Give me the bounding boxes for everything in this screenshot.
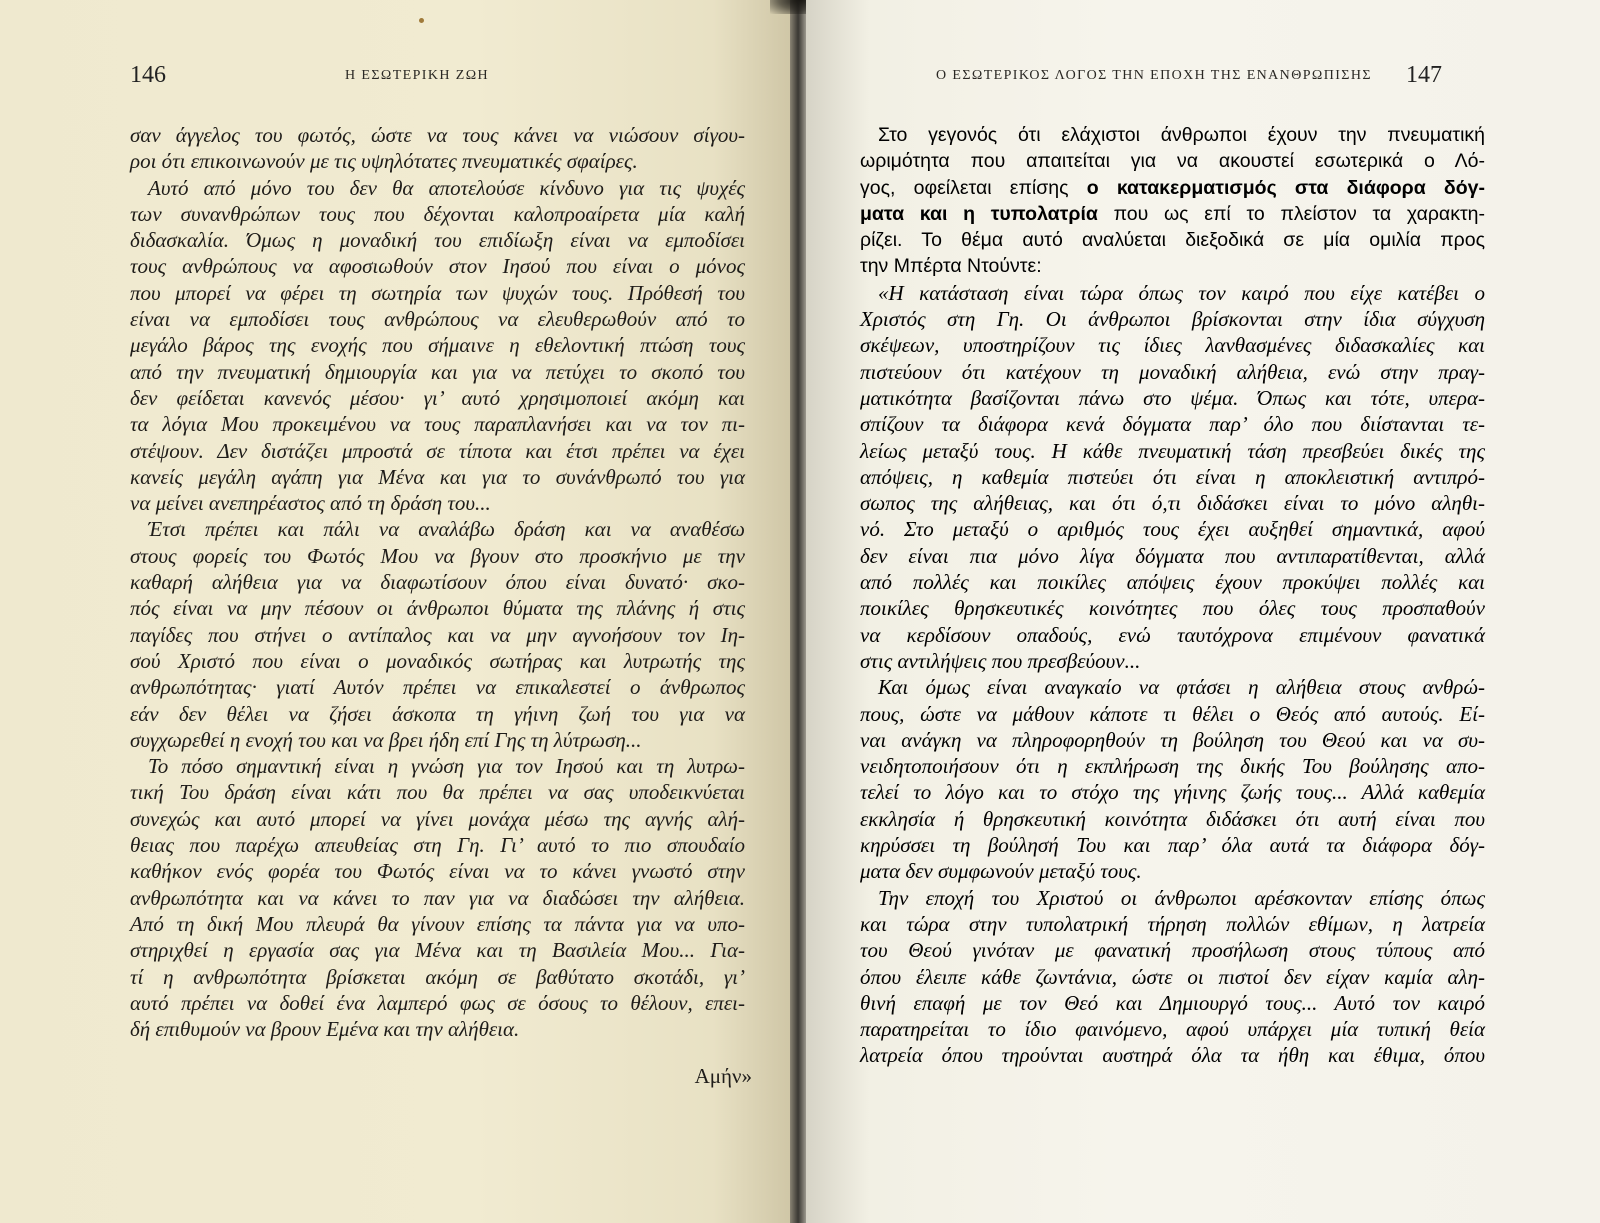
body-line: στους φορείς του Φωτός Μου να βγουν στο προσκήνιο με την — [130, 543, 745, 568]
body-line: να μείνει ανεπηρέαστος από τη δράση του... — [130, 491, 491, 516]
body-line: τους ανθρώπους να αφοσιωθούν στον Ιησού που είναι ο μόνος — [130, 254, 745, 279]
quote-line: ναι ανάγκη να πληροφορηθούν τη βούληση του Θεού και να συ- — [860, 727, 1485, 752]
body-line: εάν δεν θέλει να ζήσει άσκοπα τη γήινη ζωή του για να — [130, 701, 745, 726]
quote-line: σωπος της αλήθειας, και ότι ό,τι διδάσκει είναι το μόνο αληθι- — [860, 491, 1485, 516]
quote-line: Και όμως είναι αναγκαίο να φτάσει η αλήθεια στους ανθρώ- — [878, 675, 1485, 700]
body-line: μεγάλο βάρος της ενοχής που σήμαινε η εθελοντική πτώση τους — [130, 333, 745, 358]
bold-phrase: ματα και η τυπολατρία — [860, 202, 1098, 225]
quote-line: νό. Στο μεταξύ ο αριθμός τους έχει αυξηθεί σημαντικά, αφού — [860, 517, 1485, 542]
quote-block — [860, 280, 1485, 1069]
left-page — [0, 0, 792, 1223]
body-line: Το πόσο σημαντική είναι η γνώση για τον Ιησού και τη λυτρω- — [148, 754, 745, 779]
line-text: γος, οφείλεται επίσης — [860, 176, 1087, 199]
left-body-text — [130, 122, 745, 1042]
quote-line: σκέψεων, υποστηρίζουν τις ίδιες λανθασμένες διδασκαλίες και — [860, 333, 1485, 358]
body-line: τί η ανθρωπότητα βρίσκεται ακόμη σε βαθύτατο σκοτάδι, γι’ — [130, 964, 745, 989]
body-line: τα λόγια Μου προκειμένου να τους παραπλανήσει και να τον πι- — [130, 412, 745, 437]
quote-line: πιστεύουν ότι κατέχουν τη μοναδική αλήθεια, ενώ στην πραγ- — [860, 359, 1485, 384]
running-head-left: Η ΕΣΩΤΕΡΙΚΗ ΖΩΗ — [345, 68, 490, 83]
quote-line: νειδητοποιήσουν ότι η εκπλήρωση της δικής Του βούλησης απο- — [860, 754, 1485, 779]
body-line: παγίδες που στήνει ο αντίπαλος και να μην αγνοήσουν τον Ιη- — [130, 622, 745, 647]
body-line: καθαρή αλήθεια για να διαφωτίσουν όπου είναι δυνατό· σκο- — [130, 570, 745, 595]
body-line: θειας που παρέχω απευθείας στη Γη. Γι’ αυτό το πιο σπουδαίο — [130, 833, 745, 858]
quote-line: «Η κατάσταση είναι τώρα όπως τον καιρό που είχε κατέβει ο — [878, 280, 1485, 305]
quote-line: από πολλές και ποικίλες απόψεις έχουν προκύψει πολλές και — [860, 570, 1485, 595]
quote-line: παρατηρείται το ίδιο φαινόμενο, αφού υπάρχει μία τυπική θεία — [860, 1017, 1485, 1042]
running-head-right: Ο ΕΣΩΤΕΡΙΚΟΣ ΛΟΓΟΣ ΤΗΝ ΕΠΟΧΗ ΤΗΣ ΕΝΑΝΘΡΩΠΙΣΗΣ — [936, 68, 1372, 83]
signoff-amen: Αμήν» — [694, 1064, 752, 1088]
quote-line: δεν είναι πια μόνο λίγα δόγματα που αντιπαρατίθενται, αλλά — [860, 543, 1485, 568]
body-line: των συνανθρώπων τους που δέχονται καλοπροαίρετα μία καλή — [130, 201, 745, 226]
quote-line: ματικότητα βασίζονται πάνω στο ψέμα. Όπως και τότε, υπερα- — [860, 385, 1485, 410]
quote-line: λείως μεταξύ τους. Η κάθε πνευματική τάση πρεσβεύει δικές της — [860, 438, 1485, 463]
quote-line: ποικίλες θρησκευτικές κοινότητες που όλες τους προσπαθούν — [860, 596, 1485, 621]
body-line: Στο γεγονός ότι ελάχιστοι άνθρωποι έχουν την πνευματική — [878, 124, 1485, 146]
quote-line: κηρύσσει τη βούλησή Του και παρ’ όλα αυτά τα διάφορα δόγ- — [860, 833, 1485, 858]
quote-line: Την εποχή του Χριστού οι άνθρωποι αρέσκονταν επίσης όπως — [878, 885, 1485, 910]
page-number-left: 146 — [130, 62, 166, 88]
body-line: δεν φείδεται κανενός μέσου· γι’ αυτό χρησιμοποιεί ακόμη και — [130, 385, 745, 410]
quote-line: τελεί το λόγο και το στόχο της γήινης ζωής τους... Αλλά καθεμία — [860, 780, 1485, 805]
body-line: πός είναι να μην πέσουν οι άνθρωποι θύματα της πλάνης ή στις — [130, 596, 745, 621]
quote-line: Χριστός στη Γη. Οι άνθρωποι βρίσκονται στην ίδια σύγχυση — [860, 307, 1485, 332]
quote-line: εκκλησία ή θρησκευτική κοινότητα διδάσκει ότι αυτή είναι που — [860, 806, 1485, 831]
quote-line: όπου έλειπε κάθε ζωντάνια, ώστε οι πιστοί δεν είχαν καμία αλη- — [860, 964, 1485, 989]
quote-line: να κερδίσουν οπαδούς, ενώ ταυτόχρονα επιμένουν φανατικά — [860, 622, 1485, 647]
body-line: αυτό πρέπει να δοθεί ένα λαμπερό φως σε όσους το θέλουν, επει- — [130, 990, 745, 1015]
body-line: ωριμότητα που απαιτείται για να ακουστεί εσωτερικά ο Λό- — [860, 150, 1485, 173]
body-line: ροι ότι επικοινωνούν με τις υψηλότατες πνευματικές σφαίρες. — [130, 149, 638, 174]
body-line: δή επιθυμούν να βρουν Εμένα και την αλήθεια. — [130, 1017, 520, 1042]
line-text: που ως επί το πλείστον τα χαρακτη- — [1097, 202, 1485, 225]
body-line-with-bold — [860, 175, 1485, 201]
body-line: συγχωρεθεί η ενοχή του και να βρει ήδη επί Γης τη λύτρωση... — [130, 727, 642, 752]
body-line: ανθρωπότητα και να κάνει το παν για να διαδώσει την αλήθεια. — [130, 885, 745, 910]
body-line: σού Χριστό που είναι ο μοναδικός σωτήρας και λυτρωτής της — [130, 648, 745, 673]
body-line: που μπορεί να φέρει τη σωτηρία των ψυχών τους. Πρόθεσή του — [130, 280, 745, 305]
quote-line: του Θεού γινόταν με φανατική προσήλωση στους τύπους από — [860, 938, 1485, 963]
quote-line: λατρεία όπου τηρούνται αυστηρά όλα τα ήθη και έθιμα, όπου — [860, 1043, 1485, 1068]
body-line-with-bold — [860, 201, 1485, 227]
paper-speck — [419, 18, 424, 23]
body-line: συνεχώς και αυτό μπορεί να γίνει μονάχα μέσω της αγνής αλή- — [130, 806, 745, 831]
quote-line: και τώρα στην τυπολατρική τήρηση πολλών εθίμων, η λατρεία — [860, 911, 1485, 936]
quote-line: πους, ώστε να μάθουν κάποτε τι θέλει ο Θεός από αυτούς. Εί- — [860, 701, 1485, 726]
body-line: στέψουν. Δεν διστάζει μπροστά σε τίποτα και έτσι πρέπει να έχει — [130, 438, 745, 463]
quote-line: θινή επαφή με τον Θεό και Δημιουργό τους... Αυτό τον καιρό — [860, 990, 1485, 1015]
body-line: ρίζει. Το θέμα αυτό αναλύεται διεξοδικά σε μία ομιλία προς — [860, 229, 1485, 252]
body-line: είναι να εμποδίσει τους ανθρώπους να ελευθερωθούν από το — [130, 307, 745, 332]
quote-line: απόψεις, η καθεμία πιστεύει ότι είναι η αποκλειστική αντιπρό- — [860, 464, 1485, 489]
right-body-text — [860, 122, 1485, 1069]
body-line: Έτσι πρέπει και πάλι να αναλάβω δράση και να αναθέσω — [148, 517, 745, 542]
body-line: Από τη δική Μου πλευρά θα γίνουν επίσης τα πάντα για να υπο- — [130, 911, 745, 936]
body-line: τική Του δράση είναι κάτι που θα πρέπει να σας υποδεικνύεται — [130, 780, 745, 805]
body-line: ανθρωπότητας· γιατί Αυτόν πρέπει να επικαλεστεί ο άνθρωπος — [130, 675, 745, 700]
quote-line: στις αντιλήψεις που πρεσβεύουν... — [860, 648, 1141, 673]
body-line: σαν άγγελος του φωτός, ώστε να τους κάνει να νιώσουν σίγου- — [130, 123, 745, 147]
body-line: διδασκαλία. Όμως η μοναδική του επιδίωξη είναι να εμποδίσει — [130, 228, 745, 253]
body-line: καθήκον ενός φορέα του Φωτός είναι να το κάνει γνωστό στην — [130, 859, 745, 884]
body-line: από την πνευματική δημιουργία και για να πετύχει το σκοπό του — [130, 359, 745, 384]
body-line: κανείς μεγάλη αγάπη για Μένα και για το συνάνθρωπό του για — [130, 464, 745, 489]
body-line: στηριχθεί η εργασία σας για Μένα και τη Βασιλεία Μου... Για- — [130, 938, 745, 963]
quote-line: σπίζουν τα διάφορα κενά δόγματα παρ’ όλο που διίστανται τε- — [860, 412, 1485, 437]
body-line: την Μπέρτα Ντούντε: — [860, 255, 1042, 278]
bold-phrase: ο κατακερματισμός στα διάφορα δόγ- — [1086, 176, 1485, 199]
body-line: Αυτό από μόνο του δεν θα αποτελούσε κίνδυνο για τις ψυχές — [148, 175, 745, 200]
quote-line: ματα δεν συμφωνούν μεταξύ τους. — [860, 859, 1142, 884]
page-number-right: 147 — [1406, 62, 1442, 88]
